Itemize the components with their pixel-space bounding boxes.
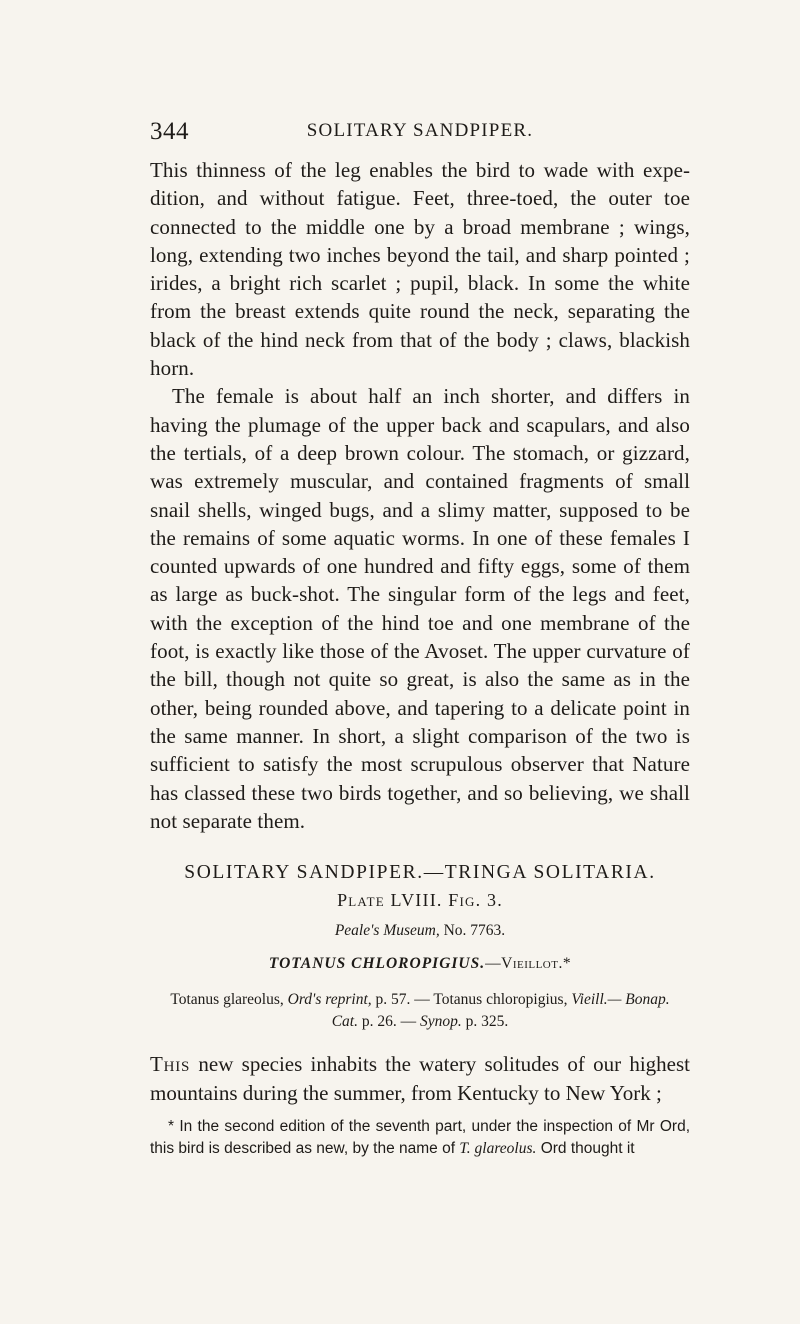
paragraph-2: The female is about half an inch shorter, and differs in having the plumage of the upper back and scapulars, and also the tertials, of a deep brown colour. The stomach, or gizzard, was extremely muscular, and contained fragments of small snail shells, winged bugs, and a slimy matter, supposed to be the remains of some aquatic worms. In one of these females I counted upwards of one hundred and fifty eggs, some of them as large as buck-shot. The singular form of the legs and feet, with the exception of the hind toe and one membrane of the foot, is exactly like those of the Avoset. The upper curvature of the bill, though not quite so great, is also the same as in the other, being rounded above, and tapering to a delicate point in the same manner. In short, a slight comparison of the two is sufficient to satisfy the most scrupulous observer that Nature has classed these two birds together, and so believing, we shall not separate them.: [150, 384, 690, 833]
footnote-text: In the second edition of the seventh part, under the inspection of Mr Ord, this bird is described as new, by the name of: [150, 1118, 690, 1157]
ref-part: Totanus glareolus,: [170, 991, 288, 1008]
ref-part: Ord's reprint,: [287, 991, 372, 1008]
intro-first-word: This: [150, 1052, 191, 1076]
page-header: [150, 118, 690, 148]
intro-text: new species inhabits the watery solitudes of our highest mountains during the summer, from Kentucky to New York ;: [150, 1052, 690, 1105]
page-number: 344: [150, 118, 189, 145]
species-title: SOLITARY SANDPIPER.—TRINGA SOLITARIA.: [184, 862, 656, 883]
ref-part: p. 26. —: [358, 1013, 420, 1030]
footnote: [150, 1116, 690, 1160]
plate-reference: Plate LVIII. Fig. 3.: [337, 890, 503, 910]
footnote-italic: T. glareolus.: [459, 1140, 537, 1157]
ref-part: Vieill.— Bonap.: [571, 991, 670, 1008]
running-head: SOLITARY SANDPIPER.: [306, 120, 534, 141]
ref-part: Cat.: [331, 1013, 358, 1030]
species-intro-paragraph: [150, 1050, 690, 1107]
body-text: [150, 156, 690, 835]
museum-name: Peale's Museum,: [334, 922, 440, 939]
synonym-author: —Vieillot.*: [485, 955, 572, 972]
synonymy-references: [150, 989, 690, 1033]
synonym-line: [150, 955, 690, 973]
paragraph-1: This thinness of the leg enables the bird to wade with expedition, and without fatigue. Feet, three-toed, the outer toe connected to the middle one by a broad membrane ; wings, long, extending two inches beyond the tail, and sharp pointed ; irides, a bright rich scarlet ; pupil, black. In some the white from the breast extends quite round the neck, separating the black of the hind neck from that of the body ; claws, blackish horn.: [150, 158, 690, 381]
museum-reference: [150, 922, 690, 940]
synonym-name: TOTANUS CHLOROPIGIUS.: [268, 955, 486, 972]
ref-part: p. 325.: [461, 1013, 509, 1030]
footnote-text-end: Ord thought it: [536, 1140, 635, 1157]
ref-part: p. 57. — Totanus chloropigius,: [371, 991, 572, 1008]
footnote-mark: *: [168, 1118, 175, 1135]
museum-number: No. 7763.: [439, 922, 506, 939]
ref-part: Synop.: [420, 1013, 462, 1030]
